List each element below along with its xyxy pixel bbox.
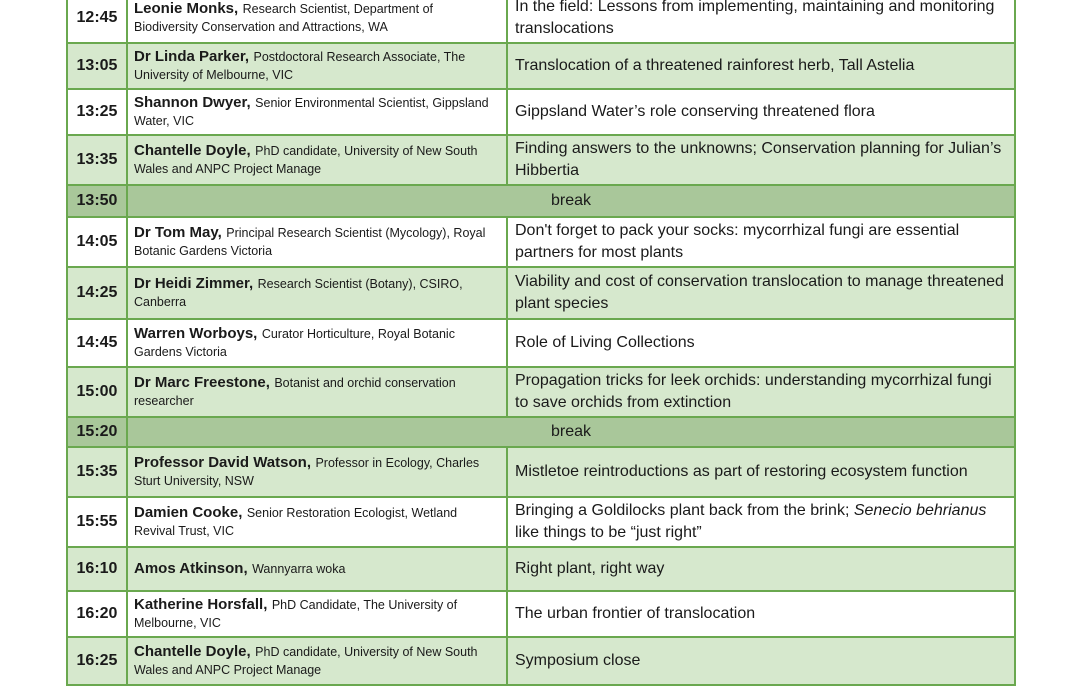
talk-title: Finding answers to the unknowns; Conservation planning for Julian’s Hibbertia bbox=[507, 135, 1015, 185]
session-row bbox=[67, 367, 1015, 417]
talk-title: Symposium close bbox=[507, 637, 1015, 685]
speaker-name: Leonie Monks, bbox=[134, 0, 239, 17]
talk-title: Mistletoe reintroductions as part of restoring ecosystem function bbox=[507, 447, 1015, 497]
talk-title: The urban frontier of translocation bbox=[507, 591, 1015, 637]
speaker-role: PhD candidate, University of New South Wales and ANPC Project Manage bbox=[134, 144, 478, 176]
session-row bbox=[67, 497, 1015, 547]
speaker-role: Wannyarra woka bbox=[252, 562, 346, 576]
speaker-role: Botanist and orchid conservation researcher bbox=[134, 376, 456, 408]
session-row bbox=[67, 43, 1015, 89]
speaker-role: Principal Research Scientist (Mycology), Royal Botanic Gardens Victoria bbox=[134, 226, 486, 258]
session-row bbox=[67, 217, 1015, 267]
speaker-name: Dr Marc Freestone, bbox=[134, 374, 270, 391]
speaker-role: Research Scientist, Department of Biodiversity Conservation and Attractions, WA bbox=[134, 2, 434, 34]
session-time: 13:35 bbox=[67, 135, 127, 185]
speaker-role: PhD candidate, University of New South Wales and ANPC Project Manage bbox=[134, 645, 478, 677]
session-row bbox=[67, 547, 1015, 591]
session-time: 16:25 bbox=[67, 637, 127, 685]
talk-title: Gippsland Water’s role conserving threatened flora bbox=[507, 89, 1015, 135]
speaker-cell bbox=[127, 135, 507, 185]
talk-title: Role of Living Collections bbox=[507, 319, 1015, 367]
program-schedule-table bbox=[66, 0, 1016, 686]
talk-title-part: Bringing a Goldilocks plant back from the brink; bbox=[515, 502, 854, 519]
session-time: 14:45 bbox=[67, 319, 127, 367]
session-time: 15:35 bbox=[67, 447, 127, 497]
speaker-role: Professor in Ecology, Charles Sturt University, NSW bbox=[134, 456, 480, 488]
session-row bbox=[67, 267, 1015, 319]
session-time: 13:05 bbox=[67, 43, 127, 89]
speaker-name: Dr Tom May, bbox=[134, 224, 222, 241]
session-time: 13:50 bbox=[67, 185, 127, 217]
speaker-cell bbox=[127, 217, 507, 267]
break-label: break bbox=[127, 417, 1015, 447]
speaker-cell bbox=[127, 367, 507, 417]
session-row bbox=[67, 637, 1015, 685]
speaker-name: Dr Linda Parker, bbox=[134, 48, 250, 65]
session-row bbox=[67, 135, 1015, 185]
speaker-name: Shannon Dwyer, bbox=[134, 94, 251, 111]
session-time: 16:20 bbox=[67, 591, 127, 637]
speaker-name: Professor David Watson, bbox=[134, 454, 311, 471]
session-time: 16:10 bbox=[67, 547, 127, 591]
speaker-role: Postdoctoral Research Associate, The University of Melbourne, VIC bbox=[134, 50, 466, 82]
talk-title: Translocation of a threatened rainforest herb, Tall Astelia bbox=[507, 43, 1015, 89]
session-row bbox=[67, 89, 1015, 135]
talk-title: Don't forget to pack your socks: mycorrhizal fungi are essential partners for most plants bbox=[507, 217, 1015, 267]
speaker-cell bbox=[127, 447, 507, 497]
speaker-name: Chantelle Doyle, bbox=[134, 643, 251, 660]
speaker-cell bbox=[127, 0, 507, 43]
talk-title: In the field: Lessons from implementing, maintaining and monitoring translocations bbox=[507, 0, 1015, 43]
speaker-cell bbox=[127, 43, 507, 89]
speaker-role: Senior Environmental Scientist, Gippsland Water, VIC bbox=[134, 96, 489, 128]
session-row bbox=[67, 447, 1015, 497]
session-time: 15:55 bbox=[67, 497, 127, 547]
talk-title: Propagation tricks for leek orchids: understanding mycorrhizal fungi to save orchids from extinction bbox=[507, 367, 1015, 417]
speaker-name: Chantelle Doyle, bbox=[134, 142, 251, 159]
session-time: 15:00 bbox=[67, 367, 127, 417]
speaker-name: Katherine Horsfall, bbox=[134, 596, 268, 613]
speaker-role: Curator Horticulture, Royal Botanic Gardens Victoria bbox=[134, 327, 455, 359]
speaker-cell bbox=[127, 319, 507, 367]
session-row bbox=[67, 0, 1015, 43]
speaker-cell bbox=[127, 267, 507, 319]
speaker-cell bbox=[127, 547, 507, 591]
session-time: 15:20 bbox=[67, 417, 127, 447]
speaker-cell bbox=[127, 637, 507, 685]
session-time: 12:45 bbox=[67, 0, 127, 43]
speaker-cell bbox=[127, 89, 507, 135]
session-row bbox=[67, 591, 1015, 637]
talk-title-part: like things to be “just right” bbox=[515, 524, 702, 541]
session-row bbox=[67, 319, 1015, 367]
session-time: 14:25 bbox=[67, 267, 127, 319]
speaker-role: PhD Candidate, The University of Melbourne, VIC bbox=[134, 598, 458, 630]
break-row bbox=[67, 185, 1015, 217]
talk-title bbox=[507, 497, 1015, 547]
speaker-cell bbox=[127, 497, 507, 547]
schedule-body bbox=[67, 0, 1015, 685]
speaker-role: Research Scientist (Botany), CSIRO, Canberra bbox=[134, 277, 463, 309]
speaker-role: Senior Restoration Ecologist, Wetland Revival Trust, VIC bbox=[134, 506, 458, 538]
species-name: Senecio behrianus bbox=[853, 502, 987, 519]
speaker-name: Dr Heidi Zimmer, bbox=[134, 275, 254, 292]
break-row bbox=[67, 417, 1015, 447]
speaker-name: Amos Atkinson, bbox=[134, 560, 248, 577]
talk-title: Right plant, right way bbox=[507, 547, 1015, 591]
break-label: break bbox=[127, 185, 1015, 217]
session-time: 14:05 bbox=[67, 217, 127, 267]
speaker-cell bbox=[127, 591, 507, 637]
session-time: 13:25 bbox=[67, 89, 127, 135]
speaker-name: Warren Worboys, bbox=[134, 325, 258, 342]
speaker-name: Damien Cooke, bbox=[134, 504, 243, 521]
talk-title: Viability and cost of conservation translocation to manage threatened plant species bbox=[507, 267, 1015, 319]
